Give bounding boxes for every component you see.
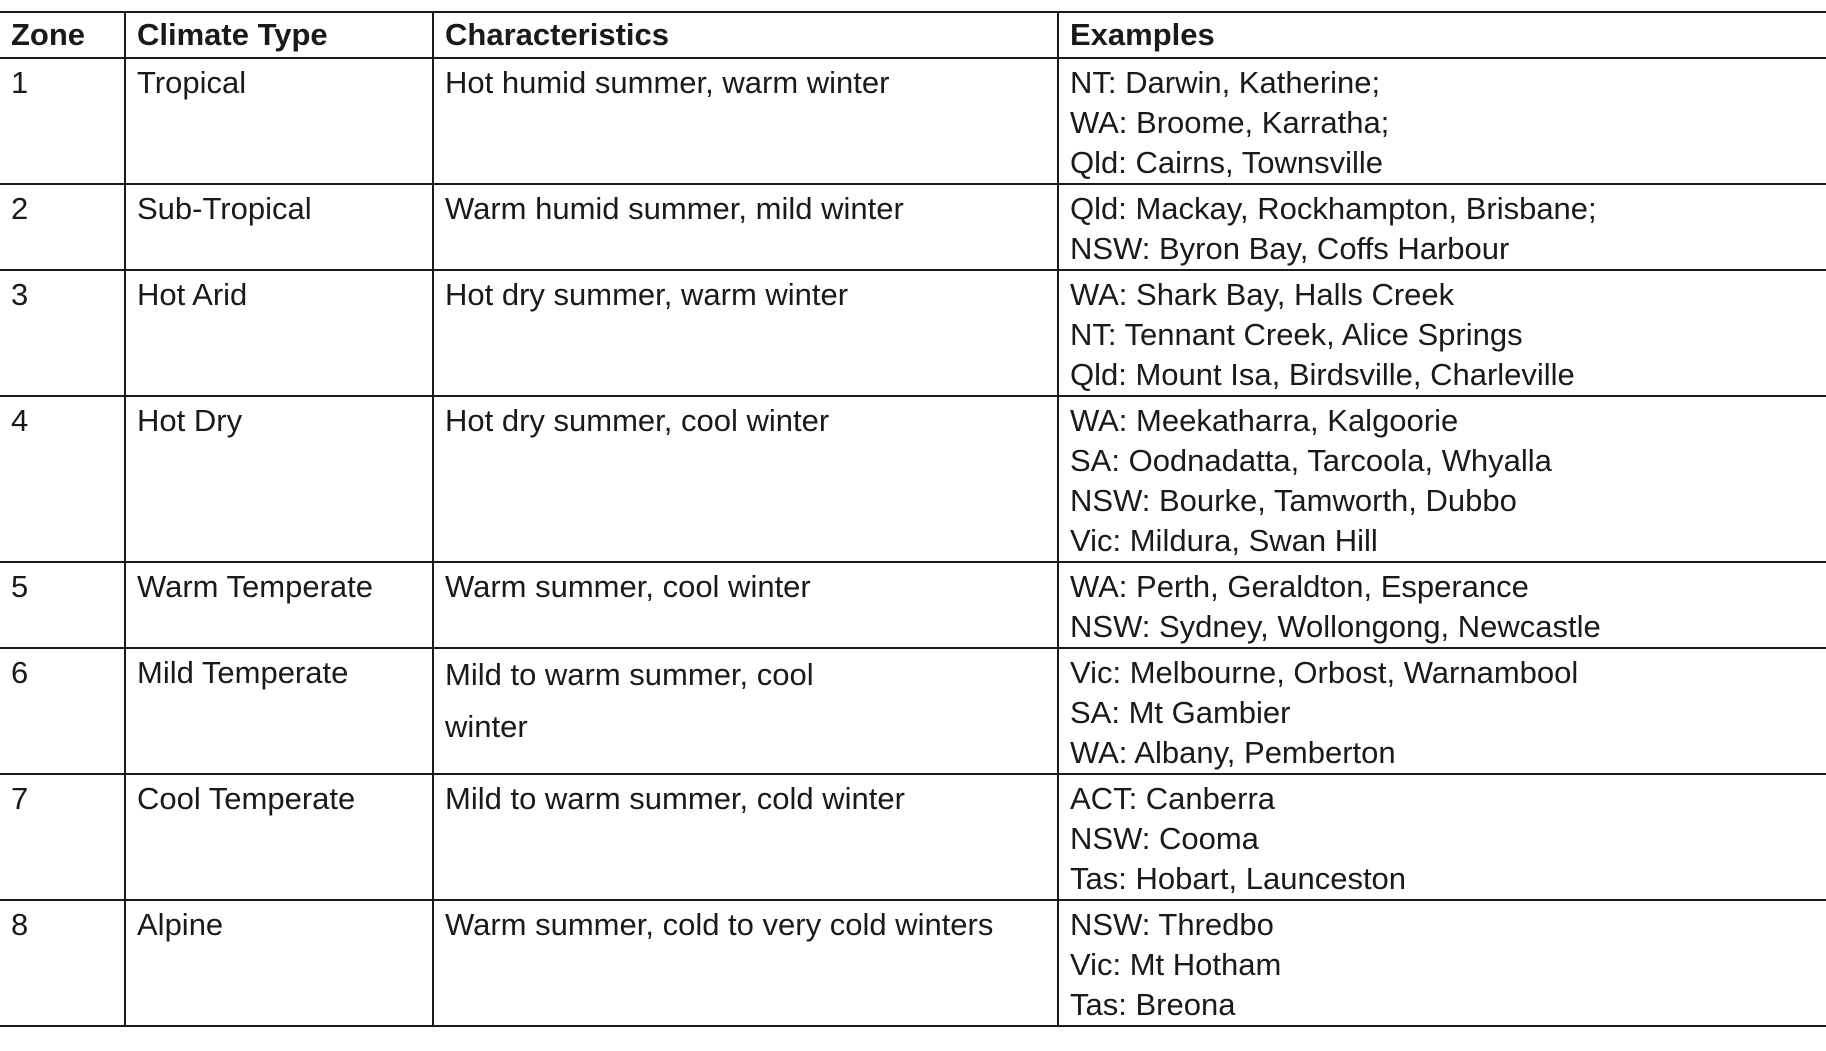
example-line: Vic: Mildura, Swan Hill (1070, 523, 1378, 558)
cell-examples (1058, 396, 1826, 562)
cell-climate-type: Warm Temperate (125, 562, 433, 648)
cell-zone: 3 (0, 270, 125, 396)
table-row (0, 648, 1826, 774)
example-line: Tas: Breona (1070, 987, 1236, 1022)
cell-zone: 8 (0, 900, 125, 1026)
cell-zone: 2 (0, 184, 125, 270)
example-line: NT: Tennant Creek, Alice Springs (1070, 317, 1523, 352)
table-row (0, 900, 1826, 1026)
example-line: NSW: Cooma (1070, 821, 1259, 856)
characteristics-line: Hot humid summer, warm winter (445, 65, 890, 100)
characteristics-line: Warm humid summer, mild winter (445, 191, 904, 226)
header-characteristics: Characteristics (433, 12, 1058, 58)
characteristics-line: Mild to warm summer, cold winter (445, 781, 905, 816)
cell-climate-type: Cool Temperate (125, 774, 433, 900)
example-line: SA: Mt Gambier (1070, 695, 1291, 730)
example-line: WA: Meekatharra, Kalgoorie (1070, 403, 1459, 438)
cell-climate-type: Alpine (125, 900, 433, 1026)
cell-climate-type: Sub-Tropical (125, 184, 433, 270)
table-row (0, 184, 1826, 270)
cell-examples (1058, 58, 1826, 184)
cell-examples (1058, 774, 1826, 900)
table-header-row (0, 12, 1826, 58)
table-body (0, 58, 1826, 1026)
cell-examples (1058, 184, 1826, 270)
example-line: WA: Broome, Karratha; (1070, 105, 1390, 140)
characteristics-line: Mild to warm summer, cool (445, 657, 814, 692)
example-line: Qld: Mackay, Rockhampton, Brisbane; (1070, 191, 1597, 226)
example-line: WA: Shark Bay, Halls Creek (1070, 277, 1455, 312)
cell-characteristics (433, 270, 1058, 396)
cell-zone: 7 (0, 774, 125, 900)
cell-characteristics (433, 58, 1058, 184)
cell-examples (1058, 562, 1826, 648)
table-row (0, 58, 1826, 184)
cell-characteristics (433, 648, 1058, 774)
example-line: NSW: Thredbo (1070, 907, 1274, 942)
cell-zone: 1 (0, 58, 125, 184)
cell-characteristics (433, 396, 1058, 562)
example-line: Tas: Hobart, Launceston (1070, 861, 1407, 896)
cell-examples (1058, 900, 1826, 1026)
cell-characteristics (433, 900, 1058, 1026)
cell-climate-type: Hot Arid (125, 270, 433, 396)
characteristics-line: Warm summer, cool winter (445, 569, 811, 604)
climate-zones-table-container (0, 11, 1826, 1027)
example-line: Qld: Mount Isa, Birdsville, Charleville (1070, 357, 1575, 392)
header-examples: Examples (1058, 12, 1826, 58)
characteristics-line: Hot dry summer, cool winter (445, 403, 830, 438)
cell-characteristics (433, 184, 1058, 270)
cell-zone: 6 (0, 648, 125, 774)
example-line: NSW: Sydney, Wollongong, Newcastle (1070, 609, 1601, 644)
example-line: Qld: Cairns, Townsville (1070, 145, 1383, 180)
climate-zones-table (0, 11, 1826, 1027)
characteristics-line: winter (445, 709, 528, 744)
example-line: ACT: Canberra (1070, 781, 1276, 816)
example-line: NT: Darwin, Katherine; (1070, 65, 1381, 100)
example-line: SA: Oodnadatta, Tarcoola, Whyalla (1070, 443, 1552, 478)
cell-examples (1058, 270, 1826, 396)
characteristics-line: Warm summer, cold to very cold winters (445, 907, 994, 942)
example-line: WA: Albany, Pemberton (1070, 735, 1396, 770)
example-line: NSW: Bourke, Tamworth, Dubbo (1070, 483, 1517, 518)
example-line: Vic: Mt Hotham (1070, 947, 1282, 982)
example-line: Vic: Melbourne, Orbost, Warnambool (1070, 655, 1579, 690)
cell-examples (1058, 648, 1826, 774)
cell-characteristics (433, 562, 1058, 648)
table-row (0, 396, 1826, 562)
table-row (0, 562, 1826, 648)
cell-climate-type: Tropical (125, 58, 433, 184)
example-line: WA: Perth, Geraldton, Esperance (1070, 569, 1529, 604)
cell-zone: 5 (0, 562, 125, 648)
characteristics-line: Hot dry summer, warm winter (445, 277, 849, 312)
cell-climate-type: Mild Temperate (125, 648, 433, 774)
header-climate-type: Climate Type (125, 12, 433, 58)
table-row (0, 774, 1826, 900)
cell-climate-type: Hot Dry (125, 396, 433, 562)
table-row (0, 270, 1826, 396)
cell-zone: 4 (0, 396, 125, 562)
example-line: NSW: Byron Bay, Coffs Harbour (1070, 231, 1510, 266)
cell-characteristics (433, 774, 1058, 900)
header-zone: Zone (0, 12, 125, 58)
